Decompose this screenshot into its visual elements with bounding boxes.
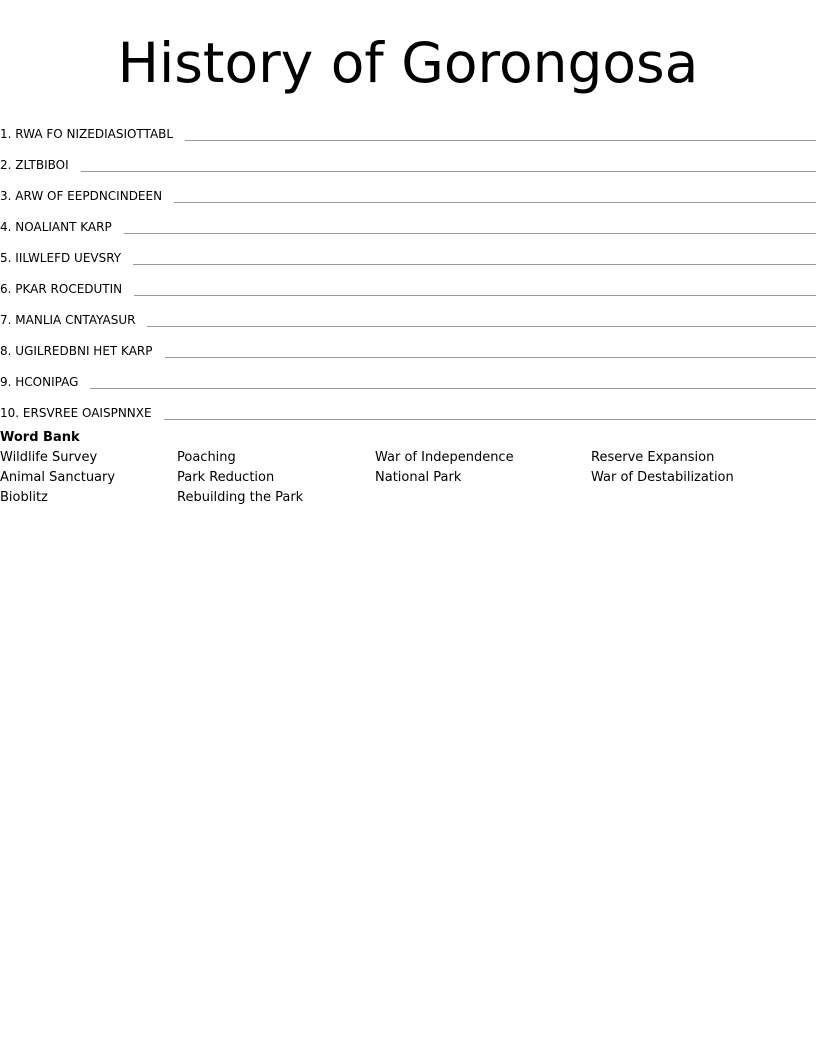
answer-line[interactable]	[90, 388, 816, 389]
word-bank-item: Reserve Expansion	[591, 450, 715, 465]
puzzle-item	[0, 329, 816, 360]
scrambled-word: IILWLEFD UEVSRY	[15, 251, 122, 265]
puzzle-item	[0, 236, 816, 267]
puzzle-list	[0, 112, 816, 422]
answer-line[interactable]	[185, 140, 816, 141]
puzzle-number: 6.	[0, 282, 12, 296]
puzzle-clue	[0, 218, 124, 236]
word-bank-item: War of Independence	[375, 450, 514, 465]
scrambled-word: RWA FO NIZEDIASIOTTABL	[15, 127, 174, 141]
puzzle-clue	[0, 311, 147, 329]
puzzle-number: 10.	[0, 406, 20, 420]
word-bank-item: Rebuilding the Park	[177, 490, 304, 505]
puzzle-clue	[0, 156, 81, 174]
answer-line[interactable]	[81, 171, 816, 172]
answer-line[interactable]	[174, 202, 816, 203]
puzzle-item	[0, 143, 816, 174]
puzzle-item	[0, 174, 816, 205]
word-bank-heading: Word Bank	[0, 430, 80, 445]
puzzle-number: 9.	[0, 375, 12, 389]
puzzle-number: 5.	[0, 251, 12, 265]
puzzle-clue	[0, 280, 134, 298]
puzzle-number: 4.	[0, 220, 12, 234]
puzzle-clue	[0, 373, 90, 391]
scrambled-word: HCONIPAG	[15, 375, 79, 389]
word-bank	[0, 429, 816, 509]
puzzle-number: 2.	[0, 158, 12, 172]
scrambled-word: UGILREDBNI HET KARP	[15, 344, 153, 358]
word-bank-item	[375, 489, 591, 509]
scrambled-word: ERSVREE OAISPNNXE	[22, 406, 152, 420]
answer-line[interactable]	[124, 233, 816, 234]
puzzle-item	[0, 267, 816, 298]
word-bank-item: Animal Sanctuary	[0, 470, 116, 485]
scrambled-word: ZLTBIBOI	[15, 158, 69, 172]
page-title: History of Gorongosa	[117, 31, 699, 95]
puzzle-item	[0, 298, 816, 329]
puzzle-item	[0, 391, 816, 422]
puzzle-clue	[0, 342, 165, 360]
puzzle-number: 3.	[0, 189, 12, 203]
word-bank-item: Wildlife Survey	[0, 450, 98, 465]
answer-line[interactable]	[134, 295, 816, 296]
puzzle-clue	[0, 249, 133, 267]
puzzle-number: 7.	[0, 313, 12, 327]
puzzle-clue	[0, 187, 174, 205]
word-bank-item: Poaching	[177, 450, 236, 465]
scrambled-word: MANLIA CNTAYASUR	[15, 313, 136, 327]
scrambled-word: PKAR ROCEDUTIN	[15, 282, 123, 296]
word-bank-grid	[0, 449, 816, 509]
puzzle-item	[0, 205, 816, 236]
scrambled-word: NOALIANT KARP	[15, 220, 112, 234]
word-bank-item: Bioblitz	[0, 490, 48, 505]
puzzle-item	[0, 360, 816, 391]
word-bank-item: War of Destabilization	[591, 470, 734, 485]
answer-line[interactable]	[133, 264, 816, 265]
answer-line[interactable]	[147, 326, 816, 327]
puzzle-clue	[0, 404, 164, 422]
answer-line[interactable]	[165, 357, 816, 358]
scrambled-word: ARW OF EEPDNCINDEEN	[15, 189, 163, 203]
word-bank-item	[591, 489, 816, 509]
word-bank-item: Park Reduction	[177, 470, 275, 485]
answer-line[interactable]	[164, 419, 816, 420]
word-bank-item: National Park	[375, 470, 462, 485]
puzzle-clue	[0, 125, 185, 143]
puzzle-number: 8.	[0, 344, 12, 358]
puzzle-number: 1.	[0, 127, 12, 141]
puzzle-item	[0, 112, 816, 143]
